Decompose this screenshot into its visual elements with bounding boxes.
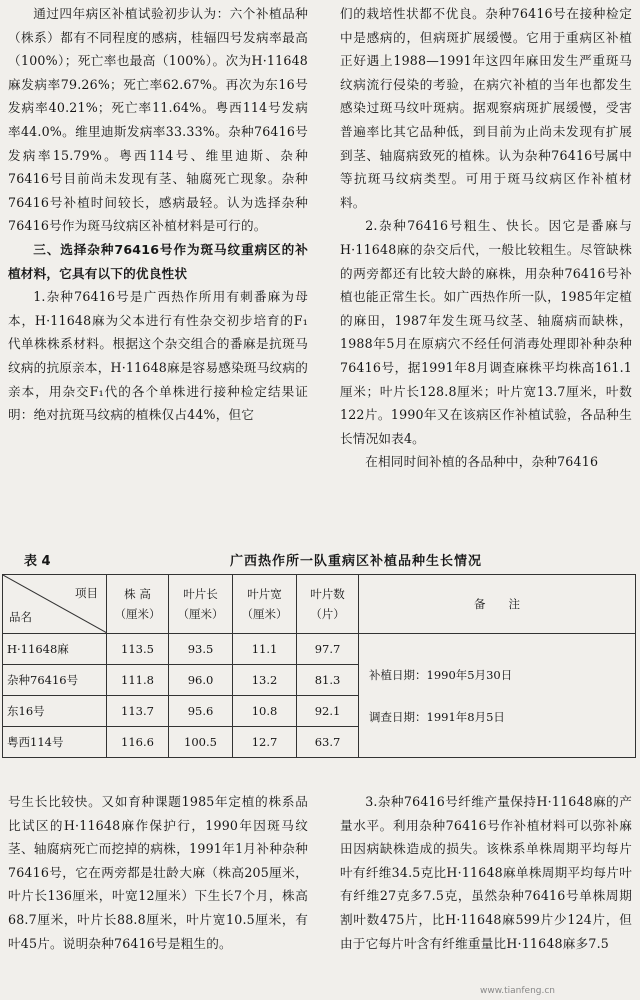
cell-variety: 杂种76416号 [3, 665, 107, 696]
section-heading-3: 三、选择杂种76416号作为斑马纹重病区的补植材料，它具有以下的优良性状 [8, 241, 308, 281]
column-bottom-left [8, 790, 308, 955]
paragraph-continued-2: 号生长比较快。又如育种课题1985年定植的株系品比试区的H·11648麻作保护行，1990年因斑马纹茎、轴腐病死亡而挖掉的病株，1991年1月补种杂种76416号，它在两旁都是壮龄大麻（株高205厘米，叶片长136厘米，叶宽12厘米）下生长7个月，株高68.7厘米，叶片长88.8厘米，叶片宽10.5厘米，有叶45片。说明杂种76416号是粗生的。 [8, 794, 308, 951]
paragraph-continued-1: 们的栽培性状都不优良。杂种76416号在接种检定中是感病的，但病斑扩展缓慢。它用于重病区补植正好遇上1988—1991年这四年麻田发生严重斑马纹病流行侵染的考验，在病穴补植的当年也都发生感染过斑马纹叶斑病。据观察病斑扩展缓慢，受害普遍率比其它品种低，到目前为止尚未发现有扩展到茎、轴腐病致死的植株。认为杂种76416号属中等抗斑马纹病类型。可用于斑马纹病区作补植材料。 [340, 6, 632, 210]
cell-value: 81.3 [297, 665, 359, 696]
table-title: 广西热作所一队重病区补植品种生长情况 [230, 554, 483, 569]
cell-value: 113.7 [107, 696, 169, 727]
cell-value: 92.1 [297, 696, 359, 727]
paragraph-table-intro: 在相同时间补植的各品种中，杂种76416 [365, 454, 599, 470]
cell-value: 100.5 [169, 727, 233, 758]
cell-remarks [359, 634, 636, 758]
corner-header [3, 575, 107, 634]
cell-value: 111.8 [107, 665, 169, 696]
column-top-right [340, 2, 632, 474]
cell-value: 93.5 [169, 634, 233, 665]
cell-value: 12.7 [233, 727, 297, 758]
cell-variety: 东16号 [3, 696, 107, 727]
paragraph-point-1: 1.杂种76416号是广西热作所用有刺番麻为母本，H·11648麻为父本进行有性杂交初步培育的F₁代单株株系材料。根据这个杂交组合的番麻是抗斑马纹病的抗原亲本，H·11648麻是容易感染斑马纹病的亲本，用杂交F₁代的各个单株进行接种检定结果证明：绝对抗斑马纹病的植株仅占44%，但它 [8, 289, 308, 423]
paragraph-point-2: 2.杂种76416号粗生、快长。因它是番麻与H·11648麻的杂交后代，一般比较粗生。尽管缺株的两旁都还有比较大龄的麻株，用杂种76416号补植也能正常生长。如广西热作所一队，1985年定植的麻田，1987年发生斑马纹茎、轴腐病而缺株，1988年5月在原病穴不经任何消毒处理即补种杂种76416号，据1991年8月调查麻株平均株高161.1厘米；叶片长128.8厘米；叶片宽13.7厘米，叶数122片。1990年又在该病区作补植试验，各品种生长情况如表4。 [340, 218, 632, 446]
cell-value: 113.5 [107, 634, 169, 665]
cell-value: 95.6 [169, 696, 233, 727]
cell-value: 96.0 [169, 665, 233, 696]
table-row [3, 634, 636, 665]
column-top-left [8, 2, 308, 427]
table-label: 表 4 [24, 554, 51, 569]
cell-variety: 粤西114号 [3, 727, 107, 758]
cell-value: 10.8 [233, 696, 297, 727]
paragraph-point-3: 3.杂种76416号纤维产量保持H·11648麻的产量水平。利用杂种76416号作补植材料可以弥补麻田因病缺株造成的损失。该株系单株周期平均每片叶有纤维34.5克比H·11648麻单株周期平均每片叶有纤维27克多7.5克，虽然杂种76416号单株周期割叶数475片，比H·11648麻599片少124片，但由于它每片叶含有纤维重量比H·11648麻多7.5 [340, 794, 632, 951]
column-bottom-right [340, 790, 632, 955]
header-leaf-width: 叶片宽 （厘米） [233, 575, 297, 634]
cell-value: 97.7 [297, 634, 359, 665]
cell-value: 116.6 [107, 727, 169, 758]
remark-survey-date: 调查日期：1991年8月5日 [369, 709, 505, 724]
corner-label-item: 项目 [75, 586, 98, 600]
corner-label-variety: 品名 [9, 610, 32, 624]
watermark-url: www.tianfeng.cn [480, 986, 556, 996]
table-header-row [3, 575, 636, 634]
header-leaf-count: 叶片数 （片） [297, 575, 359, 634]
header-plant-height: 株 高 （厘米） [107, 575, 169, 634]
growth-table [2, 574, 636, 758]
cell-variety: H·11648麻 [3, 634, 107, 665]
remark-planting-date: 补植日期：1990年5月30日 [369, 667, 513, 682]
header-leaf-length: 叶片长 （厘米） [169, 575, 233, 634]
cell-value: 13.2 [233, 665, 297, 696]
cell-value: 11.1 [233, 634, 297, 665]
paragraph-trial-results: 通过四年病区补植试验初步认为：六个补植品种（株系）都有不同程度的感病，桂辐四号发病率最高（100%）；死亡率也最高（100%）。次为H·11648麻发病率79.26%；死亡率62.67%。再次为东16号发病率40.21%；死亡率11.64%。粤西114号发病率44.0%。维里迪斯发病率33.33%。杂种76416号发病率15.79%。粤西114号、维里迪斯、杂种76416号目前尚未发现有茎、轴腐死亡现象。杂种76416号补植时间较长，感病最轻。认为选择杂种76416号作为斑马纹病区补植材料是可行的。 [8, 6, 308, 234]
table-4 [0, 550, 640, 785]
header-remarks: 备 注 [359, 575, 636, 634]
cell-value: 63.7 [297, 727, 359, 758]
